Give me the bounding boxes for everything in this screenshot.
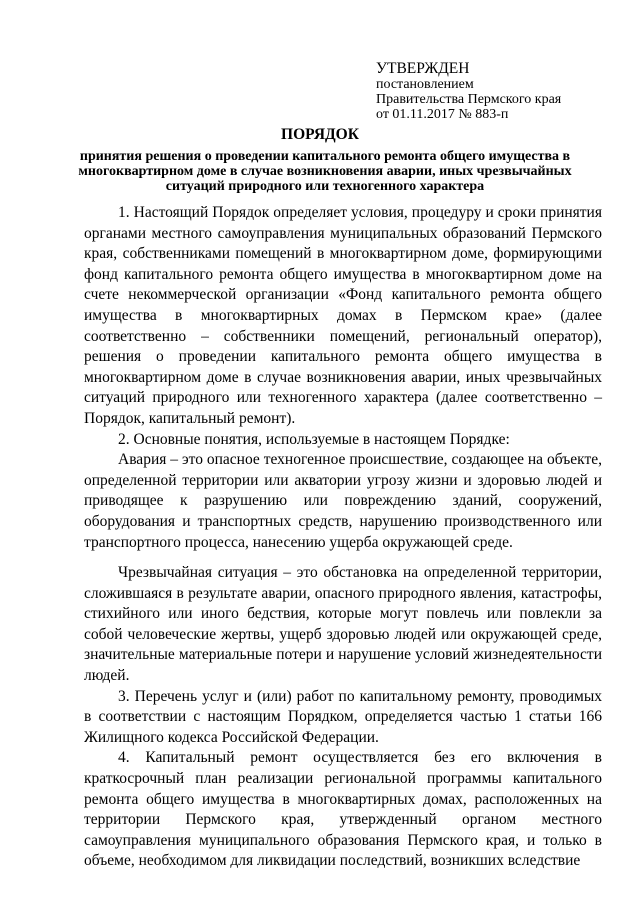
paragraph-4: 4. Капитальный ремонт осуществляется без его включения в краткосрочный план реализации региональной программы капитального ремонта общего имущества в многоквартирных домах, расположенных на территории Пермского края, утвержденный органом местного самоуправления муниципального образования Пермского края, и только в объеме, необходимом для ликвидации последствий, возникших вследствие <box>84 749 602 870</box>
approval-heading: УТВЕРЖДЕН <box>376 60 470 77</box>
paragraph-2: 2. Основные понятия, используемые в настоящем Порядке: <box>118 430 510 448</box>
document-body <box>84 203 602 872</box>
paragraph-emergency-definition: Чрезвычайная ситуация – это обстановка на определенной территории, сложившаяся в результате аварии, опасного природного явления, катастрофы, стихийного или иного бедствия, которые могут повлечь или повлекли за собой человеческие жертвы, ущерб здоровью людей или окружающей среде, значительные материальные потери и нарушение условий жизнедеятельности людей. <box>84 564 602 685</box>
approval-line-1: постановлением <box>376 77 474 92</box>
approval-block <box>376 60 561 122</box>
document-title: ПОРЯДОК <box>281 126 359 143</box>
approval-line-3: от 01.11.2017 № 883-п <box>376 107 509 122</box>
document-subtitle: принятия решения о проведении капитального ремонта общего имущества в многоквартирном доме в случае возникновения аварии, иных чрезвычайных ситуаций природного или техногенного характера <box>78 149 572 194</box>
paragraph-accident-definition: Авария – это опасное техногенное происшествие, создающее на объекте, определенной территории или акватории угрозу жизни и здоровью людей и приводящее к разрушению или повреждению зданий, сооружений, оборудования и транспортных средств, нарушению производственного или транспортного процесса, нанесению ущерба окружающей среде. <box>84 451 602 551</box>
approval-line-2: Правительства Пермского края <box>376 92 562 107</box>
paragraph-1: 1. Настоящий Порядок определяет условия, процедуру и сроки принятия органами местного самоуправления муниципальных образований Пермского края, собственниками помещений в многоквартирном доме, формирующими фонд капитального ремонта общего имущества в многоквартирном доме на счете некоммерческой организации «Фонд капитального ремонта общего имущества в многоквартирных домах в Пермском крае» (далее соответственно – собственники помещений, региональный оператор), решения о проведении капитального ремонта общего имущества в многоквартирном доме в случае возникновения аварии, иных чрезвычайных ситуаций природного или техногенного характера (далее соответственно – Порядок, капитальный ремонт). <box>84 204 602 427</box>
paragraph-3: 3. Перечень услуг и (или) работ по капитальному ремонту, проводимых в соответствии с настоящим Порядком, определяется частью 1 статьи 166 Жилищного кодекса Российской Федерации. <box>84 687 602 746</box>
